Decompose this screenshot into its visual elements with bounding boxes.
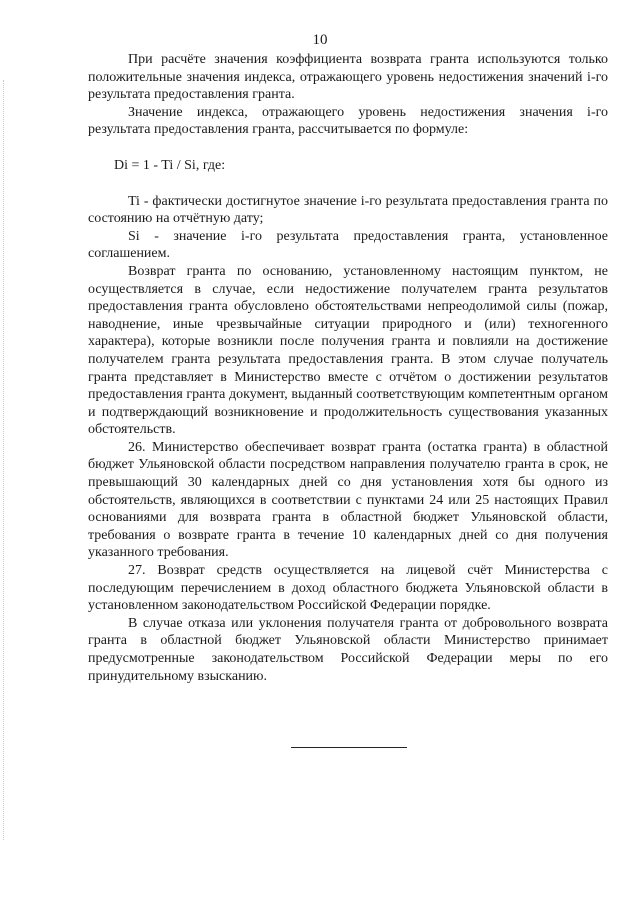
definition-si: Si - значение i-го результата предоставления гранта, установленное соглашением.: [88, 228, 608, 262]
definition-ti: Ti - фактически достигнутое значение i-го результата предоставления гранта по состоянию на отчётную дату;: [88, 193, 608, 227]
paragraph-positive-index: При расчёте значения коэффициента возврата гранта используются только положительные значения индекса, отражающего уровень недостижения значений i-го результата предоставления гранта.: [88, 52, 608, 103]
paragraph-force-majeure: Возврат гранта по основанию, установленному настоящим пунктом, не осуществляется в случае, если недостижение получателем гранта результатов предоставления гранта обусловлено обстоятельствами непреодолимой силы (пожар, наводнение, иные чрезвычайные ситуации природного и (или) техногенного характера), которые возникли после получения гранта и повлияли на достижение получателем гранта результата предоставления гранта. В этом случае получатель гранта представляет в Министерство вместе с отчётом о достижении результатов предоставления гранта документ, выданный соответствующим компетентным органом и подтверждающий возникновение и продолжительность существования указанных обстоятельств.: [88, 263, 608, 438]
paragraph-index-formula-intro: Значение индекса, отражающего уровень недостижения значения i-го результата предоставления гранта, рассчитывается по формуле:: [88, 104, 608, 138]
paragraph-clause-26: 26. Министерство обеспечивает возврат гранта (остатка гранта) в областной бюджет Ульяновской области посредством направления получателю гранта в срок, не превышающий 30 календарных дней со дня установления хотя бы одного из обстоятельств, являющихся в соответствии с пунктами 24 или 25 настоящих Правил основаниями для возврата гранта в областной бюджет Ульяновской области, требования о возврате гранта в течение 10 календарных дней со дня получения указанного требования.: [88, 439, 608, 561]
paragraph-clause-27: 27. Возврат средств осуществляется на лицевой счёт Министерства с последующим перечислением в доход областного бюджета Ульяновской области в установленном законодательством Российской Федерации порядке.: [88, 563, 608, 614]
closing-rule: [291, 747, 407, 748]
paragraph-refusal: В случае отказа или уклонения получателя гранта от добровольного возврата гранта в областной бюджет Ульяновской области Министерство принимает предусмотренные законодательством Российской Федерации меры по его принудительному взысканию.: [88, 615, 608, 684]
document-body: [88, 51, 608, 685]
formula-line: Di = 1 - Ti / Si, где:: [114, 157, 226, 173]
scan-margin-marks: [3, 80, 6, 840]
page-number: 10: [312, 32, 328, 48]
